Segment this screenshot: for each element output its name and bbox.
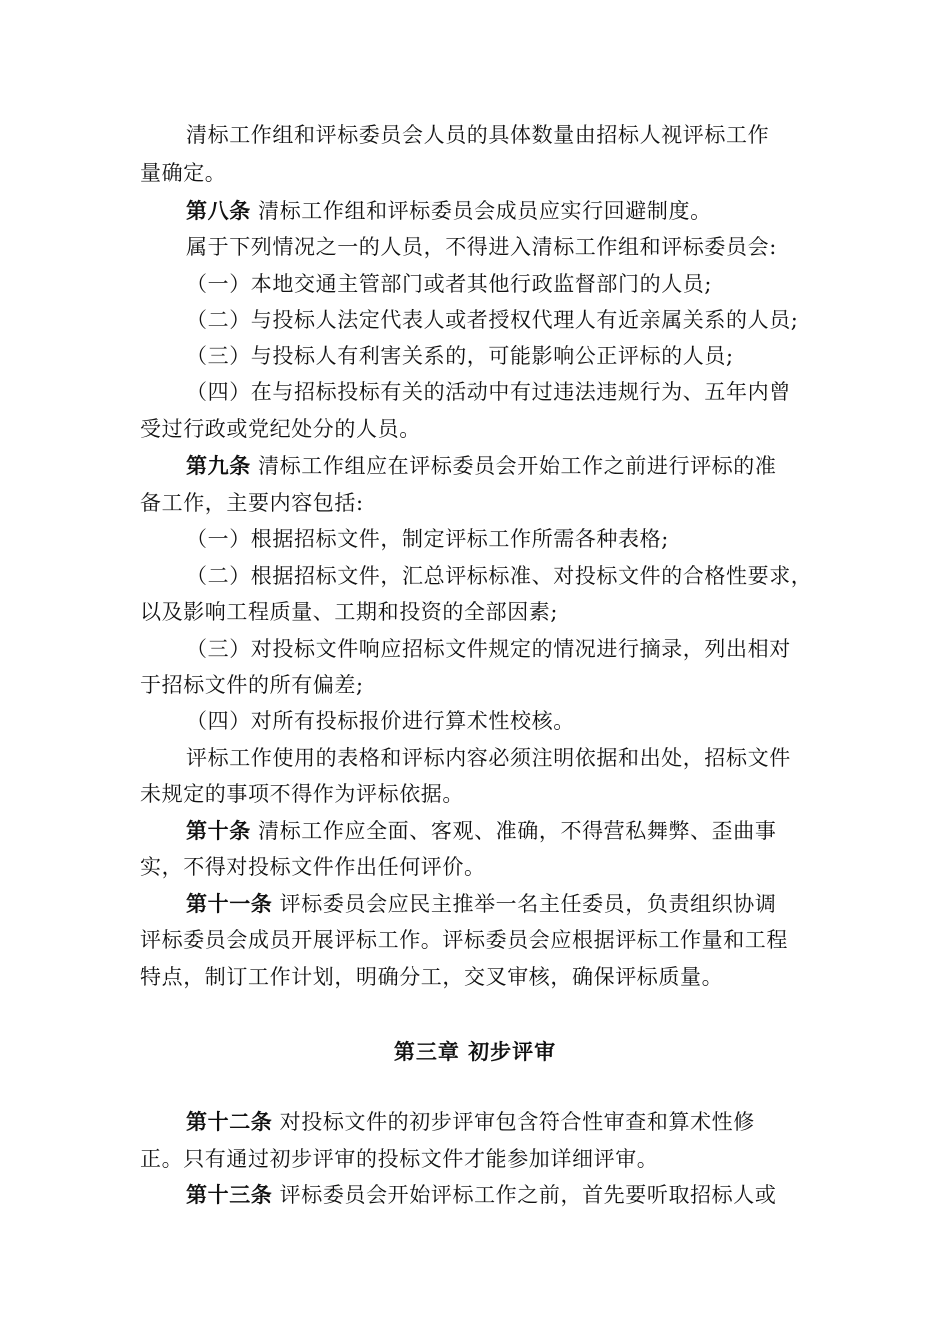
article-12	[186, 1104, 755, 1140]
article-heading: 第九条	[186, 454, 251, 478]
article-9	[186, 448, 777, 484]
text-line: 清标工作组和评标委员会人员的具体数量由招标人视评标工作	[186, 123, 770, 147]
article-11	[186, 886, 776, 922]
list-item: （三）与投标人有利害关系的，可能影响公正评标的人员;	[186, 344, 734, 368]
article-13	[186, 1177, 776, 1213]
text-line: 清标工作组和评标委员会成员应实行回避制度。	[250, 199, 712, 223]
list-item: （二）与投标人法定代表人或者授权代理人有近亲属关系的人员;	[186, 308, 799, 332]
article-8	[186, 193, 712, 229]
text-line: 备工作，主要内容包括:	[140, 491, 364, 515]
text-line: 评标委员会成员开展评标工作。评标委员会应根据评标工作量和工程	[140, 928, 788, 952]
article-heading: 第十条	[186, 819, 251, 843]
list-item: （二）根据招标文件，汇总评标标准、对投标文件的合格性要求，	[186, 564, 813, 588]
article-heading: 第八条	[186, 199, 251, 223]
text-line: 于招标文件的所有偏差;	[140, 673, 364, 697]
text-line: 对投标文件的初步评审包含符合性审查和算术性修	[272, 1110, 755, 1134]
list-item: （四）对所有投标报价进行算术性校核。	[186, 709, 575, 733]
text-line: 未规定的事项不得作为评标依据。	[140, 782, 464, 806]
text-line: 属于下列情况之一的人员，不得进入清标工作组和评标委员会:	[186, 235, 777, 259]
article-10	[186, 813, 777, 849]
list-item: （一）本地交通主管部门或者其他行政监督部门的人员;	[186, 272, 713, 296]
list-item: （三）对投标文件响应招标文件规定的情况进行摘录，列出相对	[186, 637, 791, 661]
text-line: 评标委员会开始评标工作之前，首先要听取招标人或	[272, 1183, 777, 1207]
text-line: 实，不得对投标文件作出任何评价。	[140, 855, 486, 879]
text-line: 特点，制订工作计划，明确分工，交叉审核，确保评标质量。	[140, 965, 724, 989]
text-line: 评标委员会应民主推举一名主任委员，负责组织协调	[272, 892, 777, 916]
article-heading: 第十二条	[186, 1110, 273, 1134]
list-item: （一）根据招标文件，制定评标工作所需各种表格;	[186, 527, 669, 551]
article-heading: 第十三条	[186, 1183, 273, 1207]
text-line: 量确定。	[140, 161, 227, 185]
text-line: 清标工作组应在评标委员会开始工作之前进行评标的准	[250, 454, 777, 478]
chapter-title: 第三章 初步评审	[393, 1040, 557, 1064]
text-line: 正。只有通过初步评审的投标文件才能参加详细评审。	[140, 1147, 659, 1171]
article-heading: 第十一条	[186, 892, 273, 916]
text-line: 评标工作使用的表格和评标内容必须注明依据和出处，招标文件	[186, 746, 791, 770]
list-item: （四）在与招标投标有关的活动中有过违法违规行为、五年内曾	[186, 380, 791, 404]
text-line: 以及影响工程质量、工期和投资的全部因素;	[140, 600, 559, 624]
text-line: 受过行政或党纪处分的人员。	[140, 417, 421, 441]
text-line: 清标工作应全面、客观、准确，不得营私舞弊、歪曲事	[250, 819, 777, 843]
